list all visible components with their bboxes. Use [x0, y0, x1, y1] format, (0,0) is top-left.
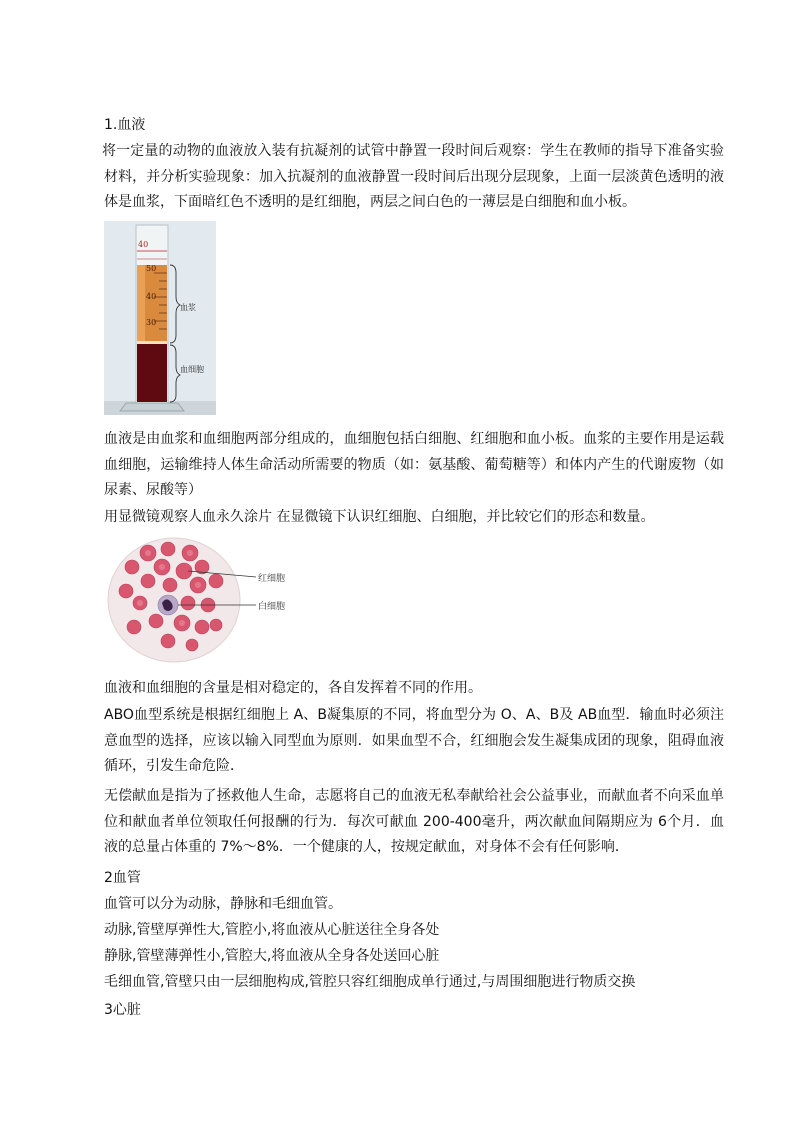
paragraph-stable-content: 血液和血细胞的含量是相对稳定的，各自发挥着不同的作用。 [104, 680, 482, 696]
paragraph-abo-blood-type: ABO血型系统是根据红细胞上 A、B凝集原的不同，将血型分为 O、A、B及 AB血型．输血时必须注意血型的选择，应该以输入同型血为原则．如果血型不合，红细胞会发生凝集成团的现象，阻碍血液循环，引发生命危险． [104, 707, 724, 774]
vessels-intro: 血管可以分为动脉，静脉和毛细血管。 [104, 896, 342, 912]
label-plasma: 血浆 [180, 303, 196, 312]
paragraph-blood-composition: 血液是由血浆和血细胞两部分组成的，血细胞包括白细胞、红细胞和血小板。血浆的主要作用是运载血细胞，运输维持人体生命活动所需要的物质（如：氨基酸、葡萄糖等）和体内产生的代谢废物（如尿素、尿酸等） [104, 431, 724, 498]
scale-50: 50 [146, 264, 157, 273]
label-rbc: 红细胞 [258, 574, 286, 584]
vessels-capillary: 毛细血管,管壁只由一层细胞构成,管腔只容红细胞成单行通过,与周围细胞进行物质交换 [104, 974, 636, 990]
blood-cylinder-figure [104, 221, 216, 415]
vessels-artery: 动脉,管壁厚弹性大,管腔小,将血液从心脏送往全身各处 [104, 922, 440, 938]
blood-smear-figure [104, 533, 294, 663]
vessels-vein: 静脉,管壁薄弹性小,管腔大,将血液从全身各处送回心脏 [104, 948, 440, 964]
paragraph-sedimentation: 将一定量的动物的血液放入装有抗凝剂的试管中静置一段时间后观察：学生在教师的指导下准备实验材料，并分析实验现象：加入抗凝剂的血液静置一段时间后出现分层现象，上面一层淡黄色透明的液体是血浆，下面暗红色不透明的是红细胞，两层之间白色的一薄层是白细胞和血小板。 [102, 143, 724, 210]
buffy-coat-layer [137, 341, 167, 344]
label-wbc: 白细胞 [258, 602, 286, 612]
paragraph-microscope: 用显微镜观察人血永久涂片 在显微镜下认识红细胞、白细胞，并比较它们的形态和数量。 [104, 509, 655, 525]
section-1-heading: 1.血液 [104, 117, 146, 133]
scale-30: 30 [146, 318, 157, 327]
section-3-heading: 3心脏 [104, 1002, 141, 1018]
scale-40: 40 [146, 292, 157, 301]
red-cell-layer [137, 344, 167, 402]
svg-text:40: 40 [138, 240, 149, 249]
section-2-heading: 2血管 [104, 870, 141, 886]
label-blood-cells: 血细胞 [180, 365, 204, 374]
paragraph-blood-donation: 无偿献血是指为了拯救他人生命，志愿将自己的血液无私奉献给社会公益事业，而献血者不向采血单位和献血者单位领取任何报酬的行为．每次可献血 200-400毫升，两次献血间隔期应为 6个月．血液的总量占体重的 7%～8%．一个健康的人，按规定献血，对身体不会有任何影响． [104, 788, 724, 855]
